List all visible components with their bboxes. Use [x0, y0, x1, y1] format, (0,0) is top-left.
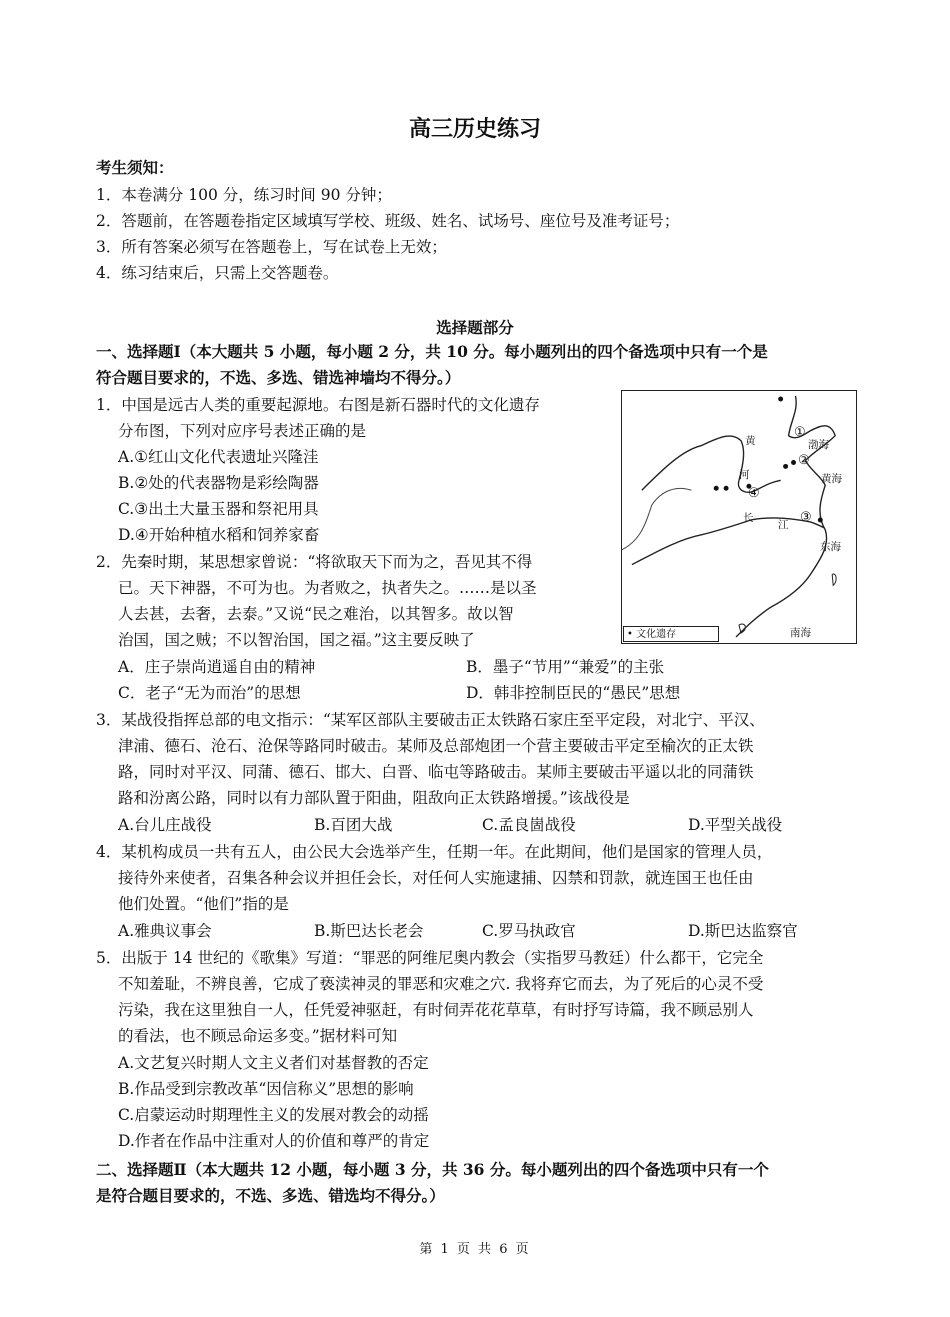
map-label-bohai: 渤海 [808, 439, 829, 451]
question-2-option-a: A．庄子崇尚逍遥自由的精神 [118, 658, 316, 676]
site-marker-1: ① [794, 425, 806, 440]
question-2-stem: 治国，国之贼；不以智治国，国之福。”这主要反映了 [118, 631, 475, 649]
question-3-option-a: A.台儿庄战役 [118, 816, 212, 834]
question-3-stem: 津浦、德石、沧石、沧保等路同时破击。某师及总部炮团一个营主要破击平定至榆次的正太铁 [118, 737, 754, 755]
question-1-option-a: A.①红山文化代表遗址兴隆洼 [118, 448, 319, 466]
map-label-jiang: 江 [778, 519, 789, 531]
question-3-stem: 路，同时对平汉、同蒲、德石、邯大、白晋、临屯等路破击。某师主要破击平遥以北的同蒲铁 [118, 763, 754, 781]
question-4-stem: 4．某机构成员一共有五人，由公民大会选举产生，任期一年。在此期间，他们是国家的管理人员， [96, 843, 773, 861]
question-1-option-b: B.②处的代表器物是彩绘陶器 [118, 474, 319, 492]
map-label-nanhai: 南海 [790, 627, 811, 639]
site-marker-4: ④ [748, 486, 760, 501]
question-3-option-b: B.百团大战 [314, 816, 393, 834]
question-5-option-d: D.作者在作品中注重对人的价值和尊严的肯定 [118, 1132, 430, 1150]
question-3-option-c: C.孟良崮战役 [482, 816, 576, 834]
question-1-option-d: D.④开始种植水稻和饲养家畜 [118, 526, 320, 544]
part1-instructions: 一、选择题Ⅰ（本大题共 5 小题，每小题 2 分，共 10 分。每小题列出的四个备选项中只有一个是 [96, 342, 768, 361]
question-2-stem: 人去甚，去奢，去泰。”又说“民之难治，以其智多。故以智 [118, 605, 514, 623]
question-1-option-c: C.③出土大量玉器和祭祀用具 [118, 500, 319, 518]
question-2-option-d: D．韩非控制臣民的“愚民”思想 [466, 684, 681, 702]
china-outline-map [622, 391, 856, 643]
notice-heading: 考生须知： [96, 158, 174, 177]
question-5-stem: 5．出版于 14 世纪的《歌集》写道：“罪恶的阿维尼奥内教会（实指罗马教廷）什么都干，它完全 [96, 949, 764, 967]
neolithic-sites-map [621, 390, 857, 644]
question-4-option-b: B.斯巴达长老会 [314, 922, 424, 940]
question-5-option-b: B.作品受到宗教改革“因信称义”思想的影响 [118, 1080, 414, 1098]
notice-item: 2．答题前，在答题卷指定区域填写学校、班级、姓名、试场号、座位号及准考证号； [96, 212, 680, 230]
question-4-option-a: A.雅典议事会 [118, 922, 212, 940]
notice-item: 3．所有答案必须写在答题卷上，写在试卷上无效； [96, 238, 447, 256]
question-5-stem: 的看法，也不顾忌命运多变。”据材料可知 [118, 1027, 398, 1045]
notice-item: 4．练习结束后，只需上交答题卷。 [96, 264, 339, 282]
question-3-stem: 路和汾离公路，同时以有力部队置于阳曲，阻敌向正太铁路增援。”该战役是 [118, 789, 630, 807]
part1-instructions: 符合题目要求的，不选、多选、错选神墙均不得分。） [96, 368, 461, 387]
question-5-option-a: A.文艺复兴时期人文主义者们对基督教的否定 [118, 1054, 429, 1072]
map-legend: • 文化遗存 [623, 626, 719, 642]
map-label-chang: 长 [743, 512, 754, 524]
question-3-option-d: D.平型关战役 [688, 816, 783, 834]
map-label-donghai: 东海 [820, 541, 841, 553]
notice-item: 1．本卷满分 100 分，练习时间 90 分钟； [96, 186, 392, 204]
question-2-option-b: B．墨子“节用”“兼爱”的主张 [466, 658, 665, 676]
question-5-option-c: C.启蒙运动时期理性主义的发展对教会的动摇 [118, 1106, 429, 1124]
question-2-stem: 已。天下神器，不可为也。为者败之，执者失之。……是以圣 [118, 579, 537, 597]
map-label-huang: 黄 [745, 435, 756, 447]
page-footer: 第 1 页 共 6 页 [419, 1242, 531, 1257]
question-5-stem: 不知羞耻，不辨良善，它成了亵渎神灵的罪恶和灾难之穴. 我将弃它而去，为了死后的心灵不受 [118, 975, 764, 993]
question-4-stem: 他们处置。“他们”指的是 [118, 895, 289, 913]
site-marker-2: ② [798, 453, 810, 468]
question-1-stem: 分布图，下列对应序号表述正确的是 [118, 422, 367, 440]
page-title: 高三历史练习 [408, 117, 541, 142]
map-label-he: 河 [739, 469, 750, 481]
question-3-stem: 3．某战役指挥总部的电文指示：“某军区部队主要破击正太铁路石家庄至平定段，对北宁、平汉、 [96, 711, 765, 729]
section-title: 选择题部分 [436, 318, 514, 337]
part2-instructions: 是符合题目要求的，不选、多选、错选均不得分。） [96, 1186, 445, 1205]
question-2-stem: 2．先秦时期，某思想家曾说：“将欲取天下而为之，吾见其不得 [96, 553, 533, 571]
question-4-option-d: D.斯巴达监察官 [688, 922, 798, 940]
question-2-option-c: C．老子“无为而治”的思想 [118, 684, 301, 702]
question-5-stem: 污染，我在这里独自一人，任凭爱神驱赶，有时伺弄花花草草，有时抒写诗篇，我不顾忌别人 [118, 1001, 754, 1019]
site-marker-3: ③ [800, 510, 812, 525]
map-label-huanghai: 黄海 [821, 473, 842, 485]
question-4-stem: 接待外来使者，召集各种会议并担任会长，对任何人实施逮捕、囚禁和罚款，就连国王也任由 [118, 869, 754, 887]
question-4-option-c: C.罗马执政官 [482, 922, 576, 940]
part2-instructions: 二、选择题Ⅱ（本大题共 12 小题，每小题 3 分，共 36 分。每小题列出的四个备选项中只有一个 [96, 1160, 769, 1179]
question-1-stem: 1．中国是远古人类的重要起源地。右图是新石器时代的文化遗存 [96, 396, 540, 414]
